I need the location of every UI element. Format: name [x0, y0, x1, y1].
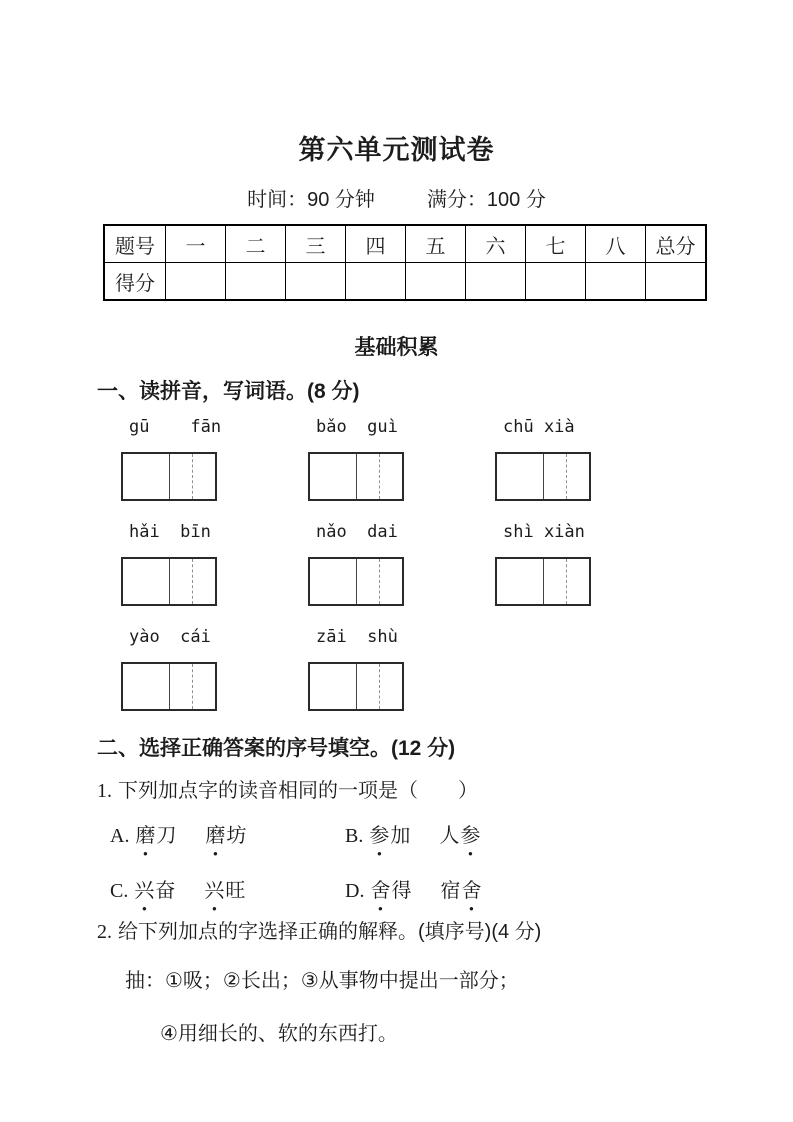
pinyin-label: nǎo dai — [316, 522, 398, 542]
writing-box — [495, 452, 591, 501]
option-word — [370, 880, 412, 902]
character: 宿 — [440, 880, 462, 902]
writing-box — [121, 662, 217, 711]
score-cell-empty — [406, 263, 466, 301]
score-table-column-header: 七 — [526, 225, 586, 263]
score-table — [103, 224, 707, 301]
q1-options — [110, 819, 793, 903]
score-table-column-header: 一 — [166, 225, 226, 263]
question-1-number: 1. — [97, 780, 112, 802]
option-letter: B. — [345, 825, 364, 847]
writing-box-divider — [543, 454, 544, 499]
option-word — [134, 880, 176, 902]
section2-heading: 二、选择正确答案的序号填空。(12 分) — [97, 737, 456, 760]
pinyin-label: hǎi bīn — [129, 522, 211, 542]
score-table-corner-label: 题号 — [104, 225, 166, 263]
dotted-character: 舍 — [370, 880, 392, 902]
question-1 — [97, 774, 793, 803]
option-word — [205, 825, 247, 847]
character: 坊 — [226, 825, 248, 847]
pinyin-item — [308, 522, 495, 606]
character: 得 — [391, 880, 413, 902]
pinyin-label: yào cái — [129, 627, 211, 647]
option-letter: A. — [110, 825, 130, 847]
question-2-text: 给下列加点的字选择正确的解释。(填序号)(4 分) — [118, 921, 542, 943]
q1-option-a — [110, 819, 345, 848]
writing-box-divider — [169, 454, 170, 499]
writing-box — [308, 662, 404, 711]
score-table-score-row — [104, 263, 706, 301]
score-table-column-header: 五 — [406, 225, 466, 263]
writing-box-divider — [356, 559, 357, 604]
writing-box-dashed-guide — [379, 454, 380, 499]
exam-meta — [0, 183, 793, 212]
writing-box-dashed-guide — [192, 664, 193, 709]
score-table-column-header: 四 — [346, 225, 406, 263]
option-word — [204, 880, 246, 902]
score-cell-empty — [226, 263, 286, 301]
pinyin-item — [121, 627, 308, 711]
pinyin-row — [121, 627, 793, 711]
pinyin-grid — [121, 417, 793, 711]
writing-box-divider — [169, 664, 170, 709]
definition-line-1: 抽：①吸；②长出；③从事物中提出一部分； — [125, 970, 519, 992]
score-cell-empty — [646, 263, 707, 301]
dotted-character: 兴 — [134, 880, 156, 902]
dotted-character: 磨 — [205, 825, 227, 847]
writing-box-divider — [169, 559, 170, 604]
dotted-character: 参 — [460, 825, 482, 847]
character: 人 — [439, 825, 461, 847]
character: 旺 — [225, 880, 247, 902]
full-score: 满分：100 分 — [426, 189, 546, 211]
pinyin-row — [121, 522, 793, 606]
pinyin-label: zāi shù — [316, 627, 398, 647]
pinyin-item — [308, 417, 495, 501]
writing-box-divider — [356, 664, 357, 709]
score-cell-empty — [286, 263, 346, 301]
question-2-number: 2. — [97, 921, 112, 943]
writing-box-divider — [356, 454, 357, 499]
character: 刀 — [156, 825, 178, 847]
score-table-column-header: 二 — [226, 225, 286, 263]
option-word — [439, 825, 481, 847]
q1-option-c — [110, 874, 345, 903]
time-limit: 时间：90 分钟 — [247, 189, 375, 211]
writing-box — [495, 557, 591, 606]
pinyin-label: chū xià — [503, 417, 575, 437]
option-word — [440, 880, 482, 902]
dotted-character: 舍 — [461, 880, 483, 902]
question-2 — [97, 915, 793, 944]
writing-box — [121, 557, 217, 606]
writing-box — [121, 452, 217, 501]
score-table-column-header: 八 — [586, 225, 646, 263]
part-header: 基础积累 — [354, 336, 439, 359]
score-cell-empty — [586, 263, 646, 301]
score-cell-empty — [166, 263, 226, 301]
score-table-column-header: 三 — [286, 225, 346, 263]
writing-box-dashed-guide — [192, 454, 193, 499]
dotted-character: 参 — [369, 825, 391, 847]
score-table-header-row — [104, 225, 706, 263]
score-cell-empty — [526, 263, 586, 301]
writing-box-dashed-guide — [379, 664, 380, 709]
option-word — [369, 825, 411, 847]
pinyin-label: bǎo guì — [316, 417, 398, 437]
pinyin-label: shì xiàn — [503, 522, 585, 542]
pinyin-item — [495, 417, 682, 501]
pinyin-label: gū fān — [129, 417, 222, 437]
dotted-character: 磨 — [135, 825, 157, 847]
option-letter: D. — [345, 880, 365, 902]
score-table-column-header: 六 — [466, 225, 526, 263]
pinyin-item — [308, 627, 495, 711]
q1-option-d — [345, 874, 793, 903]
pinyin-item — [121, 417, 308, 501]
page-title: 第六单元测试卷 — [298, 135, 495, 165]
character: 加 — [390, 825, 412, 847]
option-letter: C. — [110, 880, 129, 902]
dotted-character: 兴 — [204, 880, 226, 902]
writing-box-dashed-guide — [566, 454, 567, 499]
writing-box-dashed-guide — [192, 559, 193, 604]
score-table-column-header: 总分 — [646, 225, 707, 263]
section1-heading: 一、读拼音，写词语。(8 分) — [97, 380, 360, 403]
writing-box-dashed-guide — [566, 559, 567, 604]
question-1-text: 下列加点字的读音相同的一项是（ ） — [118, 780, 478, 802]
score-row-label: 得分 — [104, 263, 166, 301]
pinyin-item — [121, 522, 308, 606]
writing-box-divider — [543, 559, 544, 604]
score-cell-empty — [346, 263, 406, 301]
writing-box — [308, 452, 404, 501]
definition-line-2: ④用细长的、软的东西打。 — [160, 1023, 398, 1045]
option-word — [135, 825, 177, 847]
pinyin-item — [495, 522, 682, 606]
writing-box-dashed-guide — [379, 559, 380, 604]
character: 奋 — [155, 880, 177, 902]
q1-option-b — [345, 819, 793, 848]
pinyin-row — [121, 417, 793, 501]
writing-box — [308, 557, 404, 606]
score-cell-empty — [466, 263, 526, 301]
